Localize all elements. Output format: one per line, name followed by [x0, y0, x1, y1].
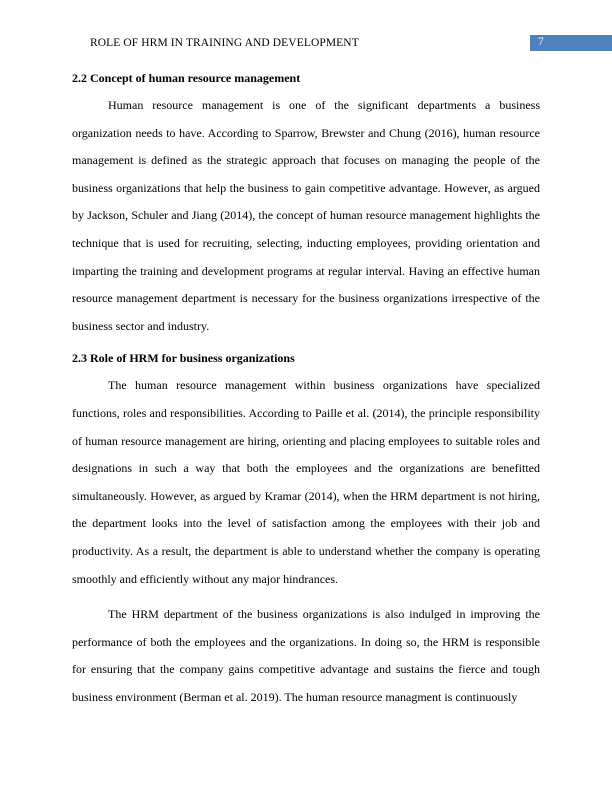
paragraph-role-hrm-2: The HRM department of the business organizations is also indulged in improving the performance of both the employees and the organizations. In doing so, the HRM is responsible for ensuring that the company gains competitive advantage and sustains the fierce and tough business environment (Berman et al. 2019). The human resource managment is continuously — [72, 607, 540, 704]
paragraph-role-hrm-1: The human resource management within business organizations have specialized functions, roles and responsibilities. According to Paille et al. (2014), the principle responsibility of human resource management are hiring, orienting and placing employees to suitable roles and designations in such a way that both the employees and the organizations are benefitted simultaneously. However, as argued by Kramar (2014), when the HRM department is not hiring, the department looks into the level of satisfaction among the employees with their job and productivity. As a result, the department is able to understand whether the company is operating smoothly and efficiently without any major hindrances. — [72, 378, 540, 586]
header-title: ROLE OF HRM IN TRAINING AND DEVELOPMENT — [90, 37, 359, 49]
paragraph-spacer — [72, 593, 540, 601]
section-heading-2-2: 2.2 Concept of human resource management — [72, 71, 301, 85]
paragraph-concept-hrm: Human resource management is one of the significant departments a business organization needs to have. According to Sparrow, Brewster and Chung (2016), human resource management is defined as the strategic approach that focuses on managing the people of the business organizations that help the business to gain competitive advantage. However, as argued by Jackson, Schuler and Jiang (2014), the concept of human resource management highlights the technique that is used for recruiting, selecting, inducting employees, providing orientation and imparting the training and development programs at regular interval. Having an effective human resource management department is necessary for the business organizations irrespective of the business sector and industry. — [72, 98, 540, 333]
page-number: 7 — [538, 36, 544, 48]
page-number-box — [530, 35, 612, 51]
section-spacer — [72, 340, 540, 350]
running-header — [0, 35, 612, 51]
document-body — [72, 70, 540, 711]
section-heading-2-3: 2.3 Role of HRM for business organizations — [72, 351, 295, 366]
